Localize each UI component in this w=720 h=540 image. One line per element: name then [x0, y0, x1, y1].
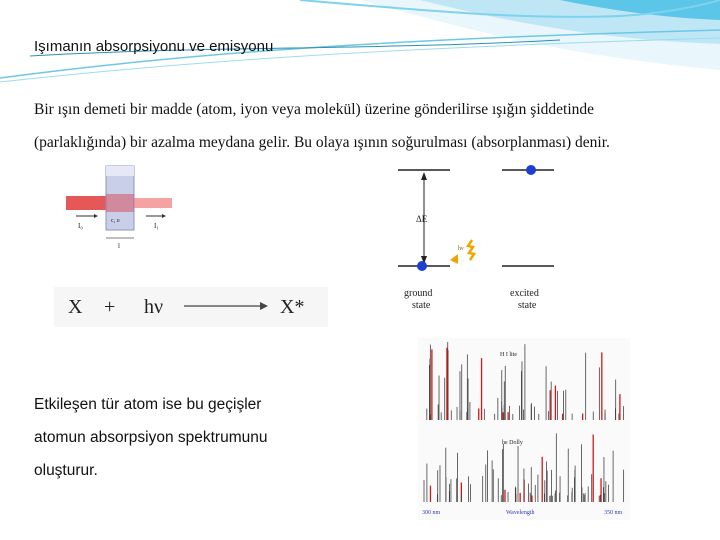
photon-squiggle-icon	[450, 240, 474, 264]
paragraph-line-1: Bir ışın demeti bir madde (atom, iyon veya molekül) üzerine gönderilirse ışığın şiddetinde	[34, 101, 595, 118]
side-line-2: atomun absorpsiyon spektrumunu	[34, 429, 268, 446]
equation-lhs: X	[68, 296, 83, 318]
spectrum-bottom	[424, 433, 624, 502]
spectrum-top-label: H I lite	[500, 352, 517, 358]
emission-spectra-figure	[418, 338, 630, 520]
spectrum-bottom-label: he Dolly	[502, 440, 523, 446]
wavelength-axis-label: Wavelength	[506, 510, 535, 516]
ground-electron-dot	[417, 261, 427, 271]
equation-plus: +	[104, 296, 116, 318]
excited-electron-dot	[526, 165, 536, 175]
photon-label: hν	[458, 246, 464, 252]
energy-level-diagram	[392, 160, 562, 320]
cuvette-absorption-figure	[62, 162, 174, 252]
equation-rhs: X*	[280, 296, 305, 318]
ground-label-1: ground	[404, 288, 433, 299]
side-line-1: Etkileşen tür atom ise bu geçişler	[34, 396, 262, 413]
wavelength-end-label: 350 nm	[604, 510, 623, 516]
side-text	[34, 388, 294, 487]
i0-label: I₀	[78, 222, 83, 230]
absorption-equation	[54, 287, 328, 327]
excited-label-1: excited	[510, 288, 539, 299]
intro-paragraph	[34, 93, 714, 159]
i1-label: I₁	[154, 222, 159, 230]
path-length-label: l	[118, 242, 120, 250]
side-line-3: oluşturur.	[34, 462, 98, 479]
concentration-label: c, υ	[111, 218, 120, 224]
paragraph-line-2: (parlaklığında) bir azalma meydana gelir. Bu olaya ışının soğurulması (absorplanması) denir.	[34, 134, 610, 151]
wavelength-start-label: 300 nm	[422, 510, 441, 516]
slide-title: Işımanın absorpsiyonu ve emisyonu	[34, 38, 274, 55]
excited-label-2: state	[518, 300, 537, 311]
ground-label-2: state	[412, 300, 431, 311]
spectrum-top	[427, 342, 624, 420]
delta-e-label: ΔE	[416, 214, 428, 224]
equation-photon: hν	[144, 296, 164, 318]
